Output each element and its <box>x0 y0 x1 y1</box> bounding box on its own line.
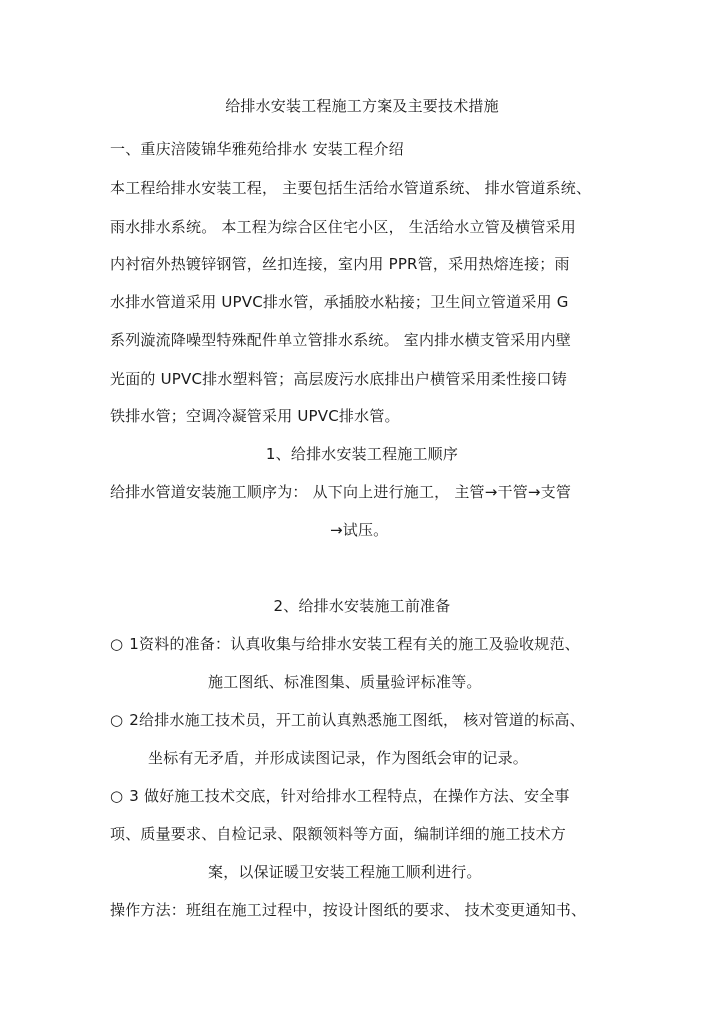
list-item-text: 1资料的准备：认真收集与给排水安装工程有关的施工及验收规范、 <box>129 635 580 653</box>
intro-line: 光面的 UPVC排水塑料管；高层废污水底排出户横管采用柔性接口铸 <box>110 370 567 388</box>
intro-line: 本工程给排水安装工程， 主要包括生活给水管道系统、 排水管道系统、 <box>110 179 592 197</box>
list-item-continued: 施工图纸、标准图集、质量验评标准等。 <box>208 673 482 691</box>
list-item-continued: 案，以保证暖卫安装工程施工顺利进行。 <box>208 863 482 881</box>
list-item-continued: 项、质量要求、自检记录、限额领料等方面，编制详细的施工技术方 <box>110 825 567 843</box>
circle-bullet-icon: ○ <box>110 635 124 653</box>
list-item-text: 3 做好施工技术交底，针对给排水工程特点，在操作方法、安全事 <box>129 787 570 805</box>
operation-line: 操作方法：班组在施工过程中，按设计图纸的要求、 技术变更通知书、 <box>110 901 587 919</box>
intro-line: 内衬宿外热镀锌钢管，丝扣连接，室内用 PPR管，采用热熔连接；雨 <box>110 255 570 273</box>
subsection-heading: 2、给排水安装施工前准备 <box>273 597 451 615</box>
intro-line: 雨水排水系统。 本工程为综合区住宅小区， 生活给水立管及横管采用 <box>110 218 576 236</box>
section-heading: 一、重庆涪陵锦华雅苑给排水 安装工程介绍 <box>110 140 404 158</box>
sequence-line-continued: →试压。 <box>330 521 389 539</box>
circle-bullet-icon: ○ <box>110 711 124 729</box>
intro-line: 铁排水管；空调冷凝管采用 UPVC排水管。 <box>110 407 400 425</box>
circle-bullet-icon: ○ <box>110 787 124 805</box>
intro-line: 系列漩流降噪型特殊配件单立管排水系统。 室内排水横支管采用内壁 <box>110 331 571 349</box>
list-item <box>110 786 570 806</box>
list-item <box>110 634 580 654</box>
subsection-heading: 1、给排水安装工程施工顺序 <box>265 445 459 463</box>
document-title: 给排水安装工程施工方案及主要技术措施 <box>225 97 499 115</box>
sequence-line: 给排水管道安装施工顺序为： 从下向上进行施工， 主管→干管→支管 <box>110 483 572 501</box>
list-item <box>110 710 585 730</box>
intro-line: 水排水管道采用 UPVC排水管，承插胶水粘接；卫生间立管道采用 G <box>110 293 569 311</box>
list-item-continued: 坐标有无矛盾，并形成读图记录，作为图纸会审的记录。 <box>148 749 529 767</box>
list-item-text: 2给排水施工技术员，开工前认真熟悉施工图纸， 核对管道的标高、 <box>129 711 585 729</box>
